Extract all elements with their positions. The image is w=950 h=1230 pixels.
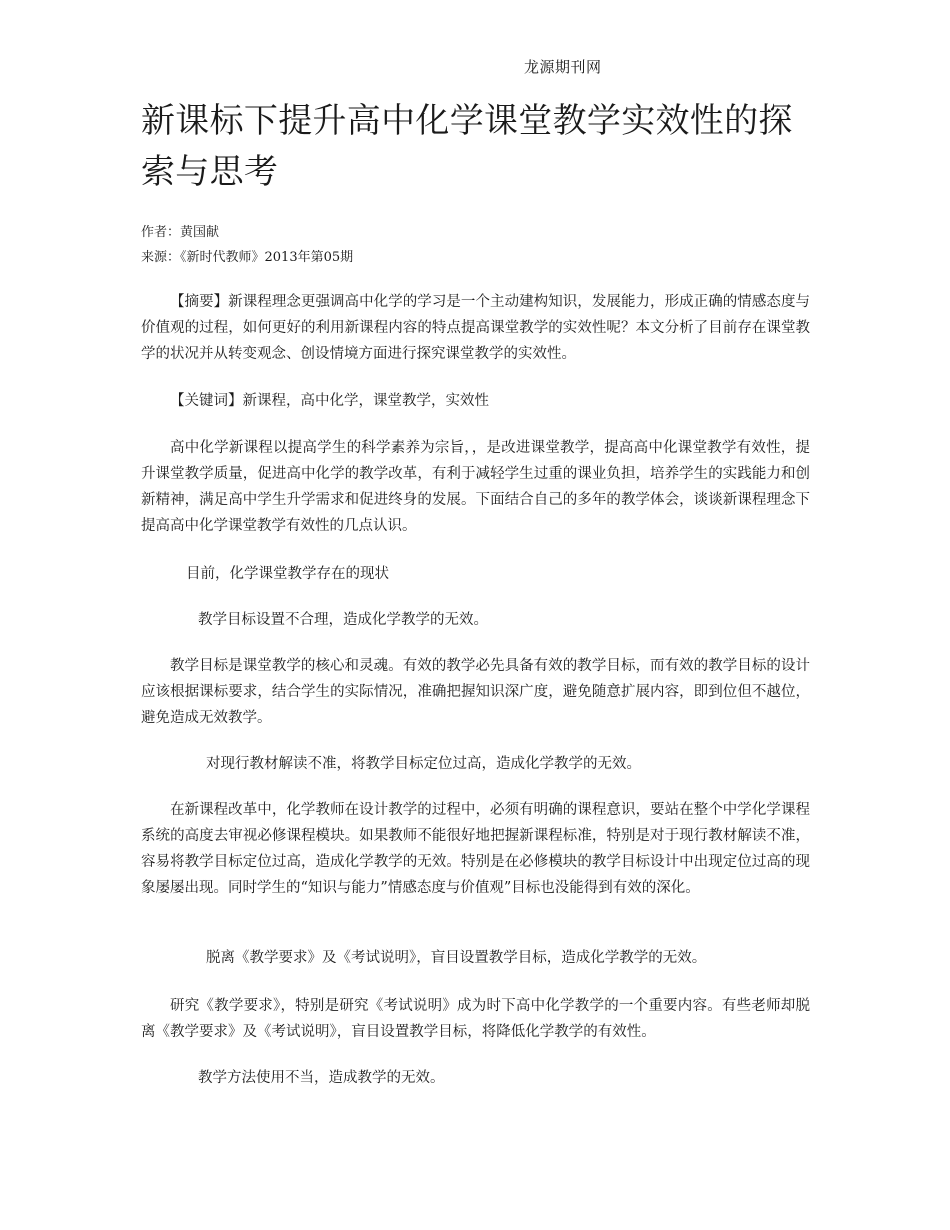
article-meta xyxy=(141,220,353,270)
section-heading-1: 目前，化学课堂教学存在的现状 xyxy=(186,566,389,582)
keywords-paragraph: 【关键词】新课程，高中化学，课堂教学，实效性 xyxy=(170,393,489,409)
source-line: 来源：《新时代教师》2013年第05期 xyxy=(141,250,354,265)
article-title: 新课标下提升高中化学课堂教学实效性的探索与思考 xyxy=(141,101,793,192)
subheading-3: 脱离《教学要求》及《考试说明》，盲目设置教学目标，造成化学教学的无效。 xyxy=(206,950,707,966)
author-line: 作者：黄国献 xyxy=(141,225,220,240)
subheading-1: 教学目标设置不合理，造成化学教学的无效。 xyxy=(198,612,488,628)
body-paragraph-3: 研究《教学要求》，特别是研究《考试说明》成为时下高中化学教学的一个重要内容。有些老师却脱离《教学要求》及《考试说明》，盲目设置教学目标，将降低化学教学的有效性。 xyxy=(141,998,810,1040)
site-name: 龙源期刊网 xyxy=(524,58,602,76)
subheading-2: 对现行教材解读不准，将教学目标定位过高，造成化学教学的无效。 xyxy=(206,756,641,772)
subheading-4: 教学方法使用不当，造成教学的无效。 xyxy=(198,1070,445,1086)
abstract-paragraph: 【摘要】新课程理念更强调高中化学的学习是一个主动建构知识，发展能力，形成正确的情感态度与价值观的过程，如何更好的利用新课程内容的特点提高课堂教学的实效性呢？本文分析了目前存在课堂教学的状况并从转变观念、创设情境方面进行探究课堂教学的实效性。 xyxy=(141,294,810,362)
body-paragraph-2: 在新课程改革中，化学教师在设计教学的过程中，必须有明确的课程意识，要站在整个中学化学课程系统的高度去审视必修课程模块。如果教师不能很好地把握新课程标准，特别是对于现行教材解读不准，容易将教学目标定位过高，造成化学教学的无效。特别是在必修模块的教学目标设计中出现定位过高的现象屡屡出现。同时学生的“知识与能力”情感态度与价值观”目标也没能得到有效的深化。 xyxy=(141,802,810,896)
intro-paragraph: 高中化学新课程以提高学生的科学素养为宗旨，，是改进课堂教学，提高高中化课堂教学有效性，提升课堂教学质量，促进高中化学的教学改革，有利于减轻学生过重的课业负担，培养学生的实践能力和创新精神，满足高中学生升学需求和促进终身的发展。下面结合自己的多年的教学体会，谈谈新课程理念下提高高中化学课堂教学有效性的几点认识。 xyxy=(141,440,810,534)
body-paragraph-1: 教学目标是课堂教学的核心和灵魂。有效的教学必先具备有效的教学目标，而有效的教学目标的设计应该根据课标要求，结合学生的实际情况，准确把握知识深广度，避免随意扩展内容，即到位但不越位，避免造成无效教学。 xyxy=(141,658,810,726)
